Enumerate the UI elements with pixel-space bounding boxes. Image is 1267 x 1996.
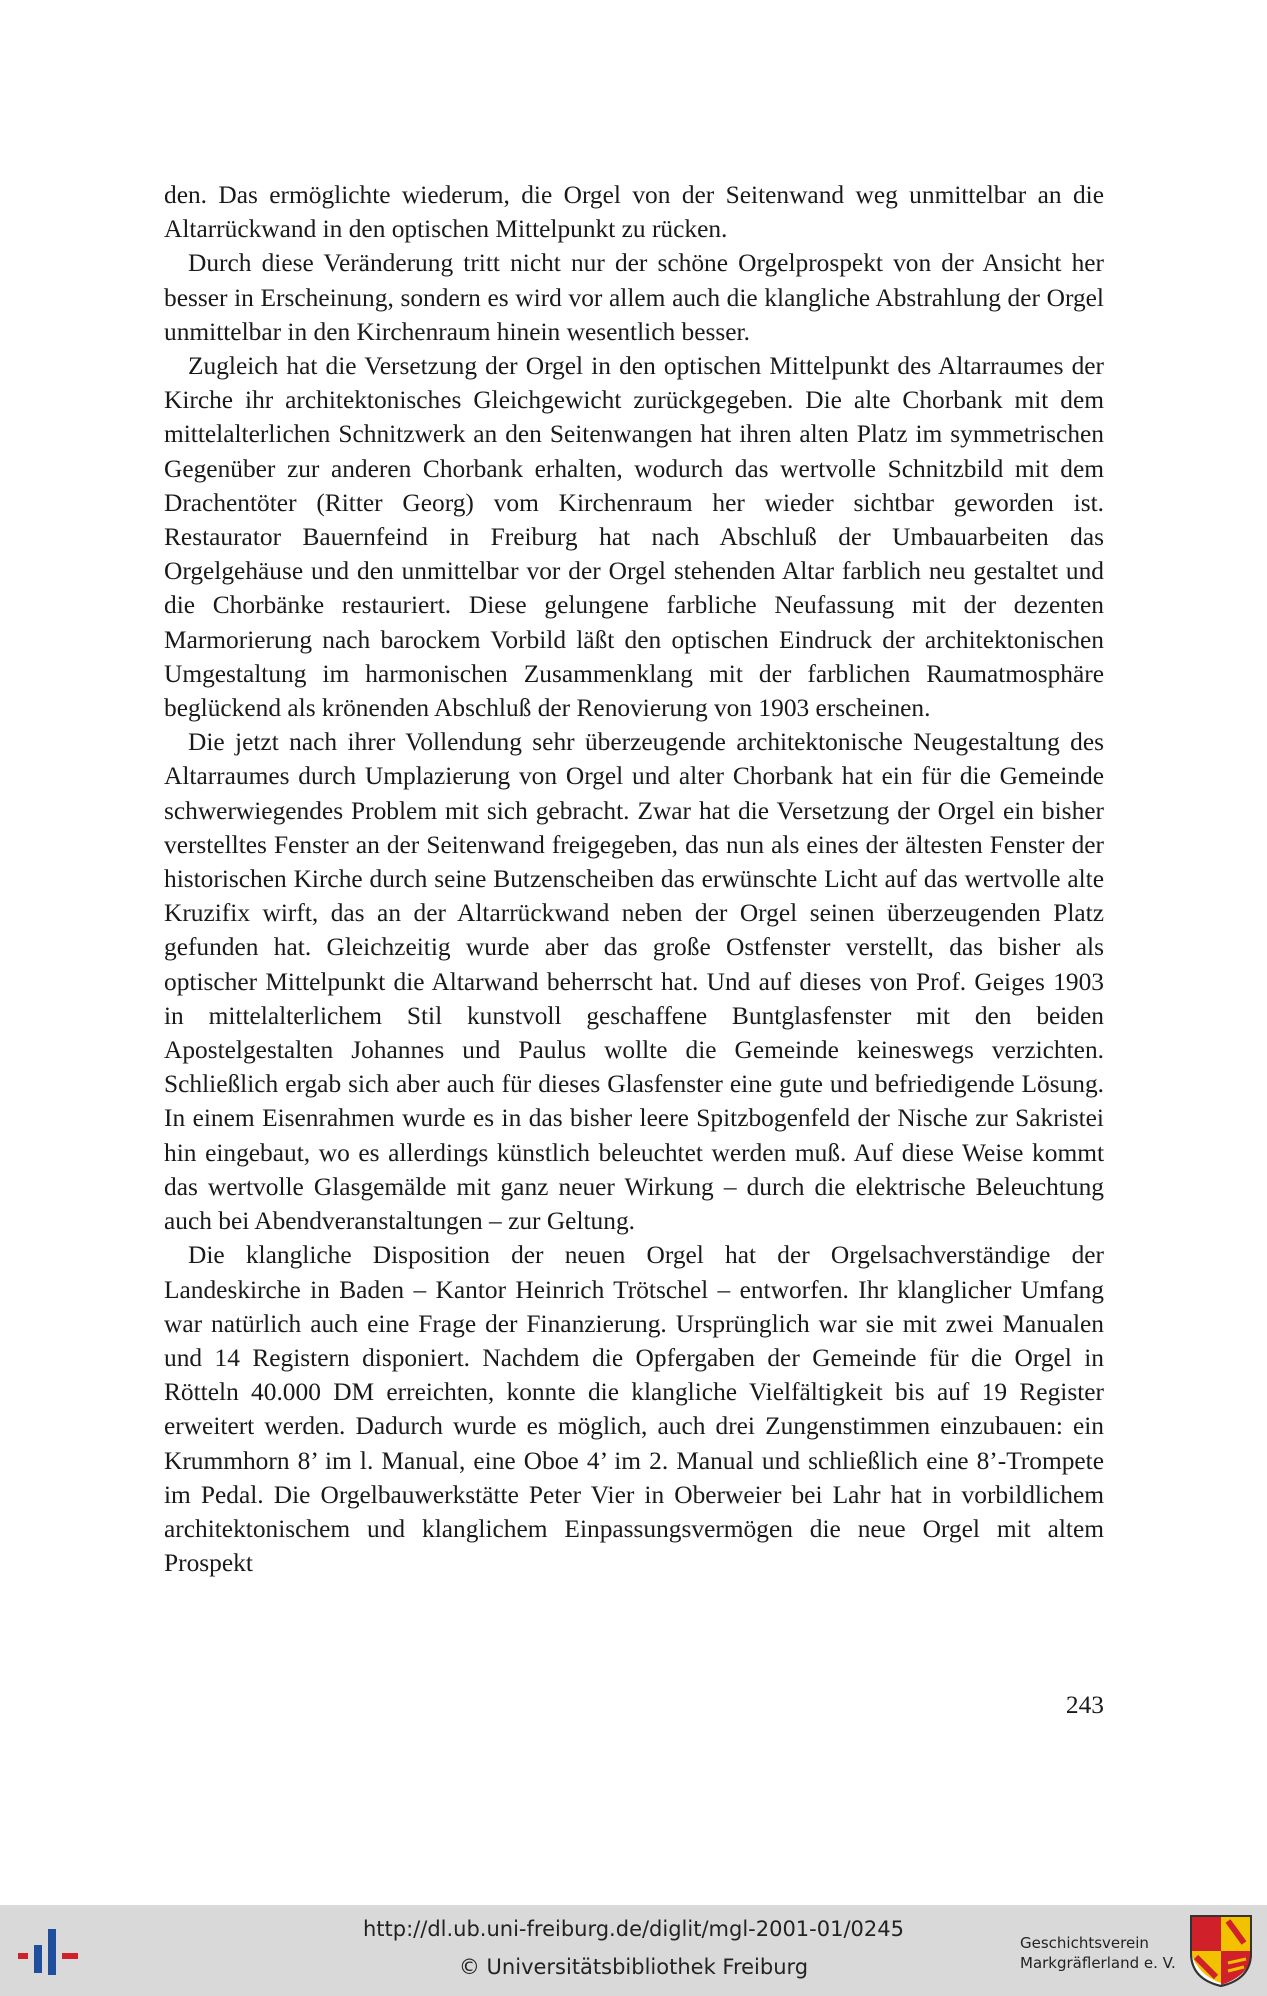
copyright-notice: © Universitätsbibliothek Freiburg [458,1955,809,1979]
paragraph-3: Zugleich hat die Versetzung der Orgel in den optischen Mittelpunkt des Altarraumes der Kirche ihr architektonisches Gleichgewicht zurückgegeben. Die alte Chorbank mit dem mittelalterlichen Schnitzwerk an den Seitenwangen hat ihren alten Platz im symmetrischen Gegenüber zur anderen Chorbank erhalten, wodurch das wertvolle Schnitzbild mit dem Drachentöter (Ritter Georg) vom Kirchenraum her wieder sichtbar geworden ist. Restaurator Bauernfeind in Freiburg hat nach Abschluß der Umbauarbeiten das Orgelgehäuse und den unmittelbar vor der Orgel stehenden Altar farblich neu gestaltet und die Chorbänke restauriert. Diese gelungene farbliche Neufassung mit der dezenten Marmorierung nach barockem Vorbild läßt den optischen Eindruck der architektonischen Umgestaltung im harmonischen Zusammenklang mit der farblichen Raumatmosphäre beglückend als krönenden Abschluß der Renovierung von 1903 erscheinen. [164,352,1104,723]
paragraph-2: Durch diese Veränderung tritt nicht nur der schöne Orgelprospekt von der Ansicht her besser in Erscheinung, sondern es wird vor allem auch die klangliche Abstrahlung der Orgel unmittelbar in den Kirchenraum hinein wesentlich besser. [164,249,1104,346]
footer-bar [0,1905,1267,1996]
document-url-link[interactable]: http://dl.ub.uni-freiburg.de/diglit/mgl-2001-01/0245 [362,1917,904,1941]
society-name-line-1: Geschichtsverein [1020,1934,1149,1952]
paragraph-5: Die klangliche Disposition der neuen Orgel hat der Orgelsachverständige der Landeskirche in Baden – Kantor Heinrich Trötschel – entworfen. Ihr klanglicher Umfang war natürlich auch eine Frage der Finanzierung. Ursprünglich war sie mit zwei Manualen und 14 Registern disponiert. Nachdem die Opfergaben der Gemeinde für die Orgel in Rötteln 40.000 DM erreichten, konnte die klangliche Vielfältigkeit bis auf 19 Register erweitert werden. Dadurch wurde es möglich, auch drei Zungenstimmen einzubauen: ein Krummhorn 8’ im l. Manual, eine Oboe 4’ im 2. Manual und schließlich eine 8’-Trompete im Pedal. Die Orgelbauwerkstätte Peter Vier in Oberweier bei Lahr hat in vorbildlichem architektonischem und klanglichem Einpassungsvermögen die neue Orgel mit altem Prospekt [164,1241,1104,1578]
coat-of-arms-icon [1188,1913,1254,1989]
paragraph-4: Die jetzt nach ihrer Vollendung sehr überzeugende architektonische Neugestaltung des Altarraumes durch Umplazierung von Orgel und alter Chorbank hat ein für die Gemeinde schwerwiegendes Problem mit sich gebracht. Zwar hat die Versetzung der Orgel ein bisher verstelltes Fenster an der Seitenwand freigegeben, das nun als eines der ältesten Fenster der historischen Kirche durch seine Butzenscheiben das erwünschte Licht auf das wertvolle alte Kruzifix wirft, das an der Altarrückwand neben der Orgel seinen überzeugenden Platz gefunden hat. Gleichzeitig wurde aber das große Ostfenster verstellt, das bisher als optischer Mittelpunkt die Altarwand beherrscht hat. Und auf dieses von Prof. Geiges 1903 in mittelalterlichem Stil kunstvoll geschaffene Buntglasfenster mit den beiden Apostelgestalten Johannes und Paulus wollte die Gemeinde keineswegs verzichten. Schließlich ergab sich aber auch für dieses Glasfenster eine gute und befriedigende Lösung. In einem Eisenrahmen wurde es in das bisher leere Spitzbogenfeld der Nische zur Sakristei hin eingebaut, wo es allerdings künstlich beleuchtet werden muß. Auf diese Weise kommt das wertvolle Glasgemälde mit ganz neuer Wirkung – durch die elektrische Beleuchtung auch bei Abendveranstaltungen – zur Geltung. [164,728,1104,1236]
society-name-line-2: Markgräflerland e. V. [1020,1954,1176,1972]
society-name [1020,1933,1190,1973]
page-number: 243 [1065,1691,1104,1719]
paragraph-1: den. Das ermöglichte wiederum, die Orgel von der Seitenwand weg unmittelbar an die Altarrückwand in den optischen Mittelpunkt zu rücken. [164,181,1104,244]
body-text [164,178,1104,1580]
